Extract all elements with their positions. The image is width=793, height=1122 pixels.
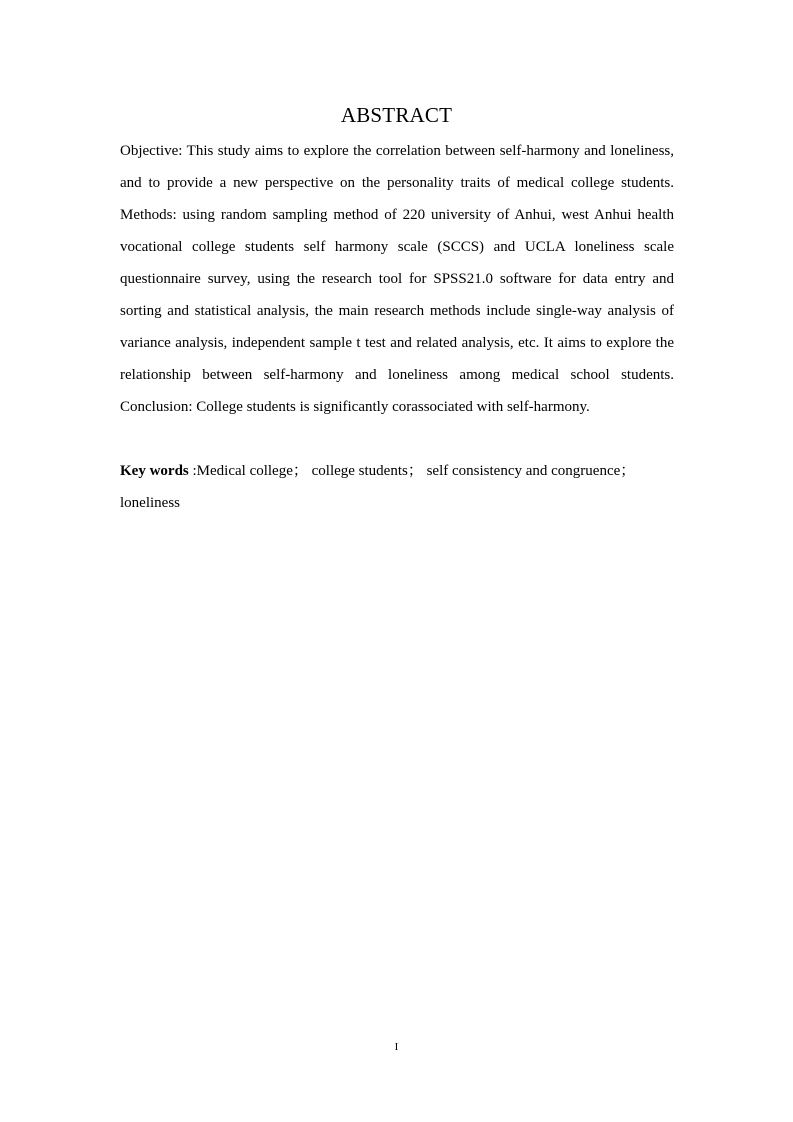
abstract-title: ABSTRACT [340, 103, 453, 127]
abstract-body: Objective: This study aims to explore the correlation between self-harmony and loneliness, and to provide a new perspective on the personality traits of medical college students. Methods: using random sampling method of 220 university of Anhui, west Anhui health vocational college students self harmony scale (SCCS) and UCLA loneliness scale questionnaire survey, using the research tool for SPSS21.0 software for data entry and sorting and statistical analysis, the main research methods include single-way analysis of variance analysis, independent sample t test and related analysis, etc. It aims to explore the relationship between self-harmony and loneliness among medical school students. Conclusion: College students is significantly corassociated with self-harmony. [120, 143, 674, 415]
keywords-line [120, 455, 674, 519]
page-number: I [394, 1041, 399, 1053]
keywords-label: Key words [120, 463, 189, 479]
keywords-text: :Medical college； college students； self consistency and congruence；loneliness [120, 463, 636, 511]
